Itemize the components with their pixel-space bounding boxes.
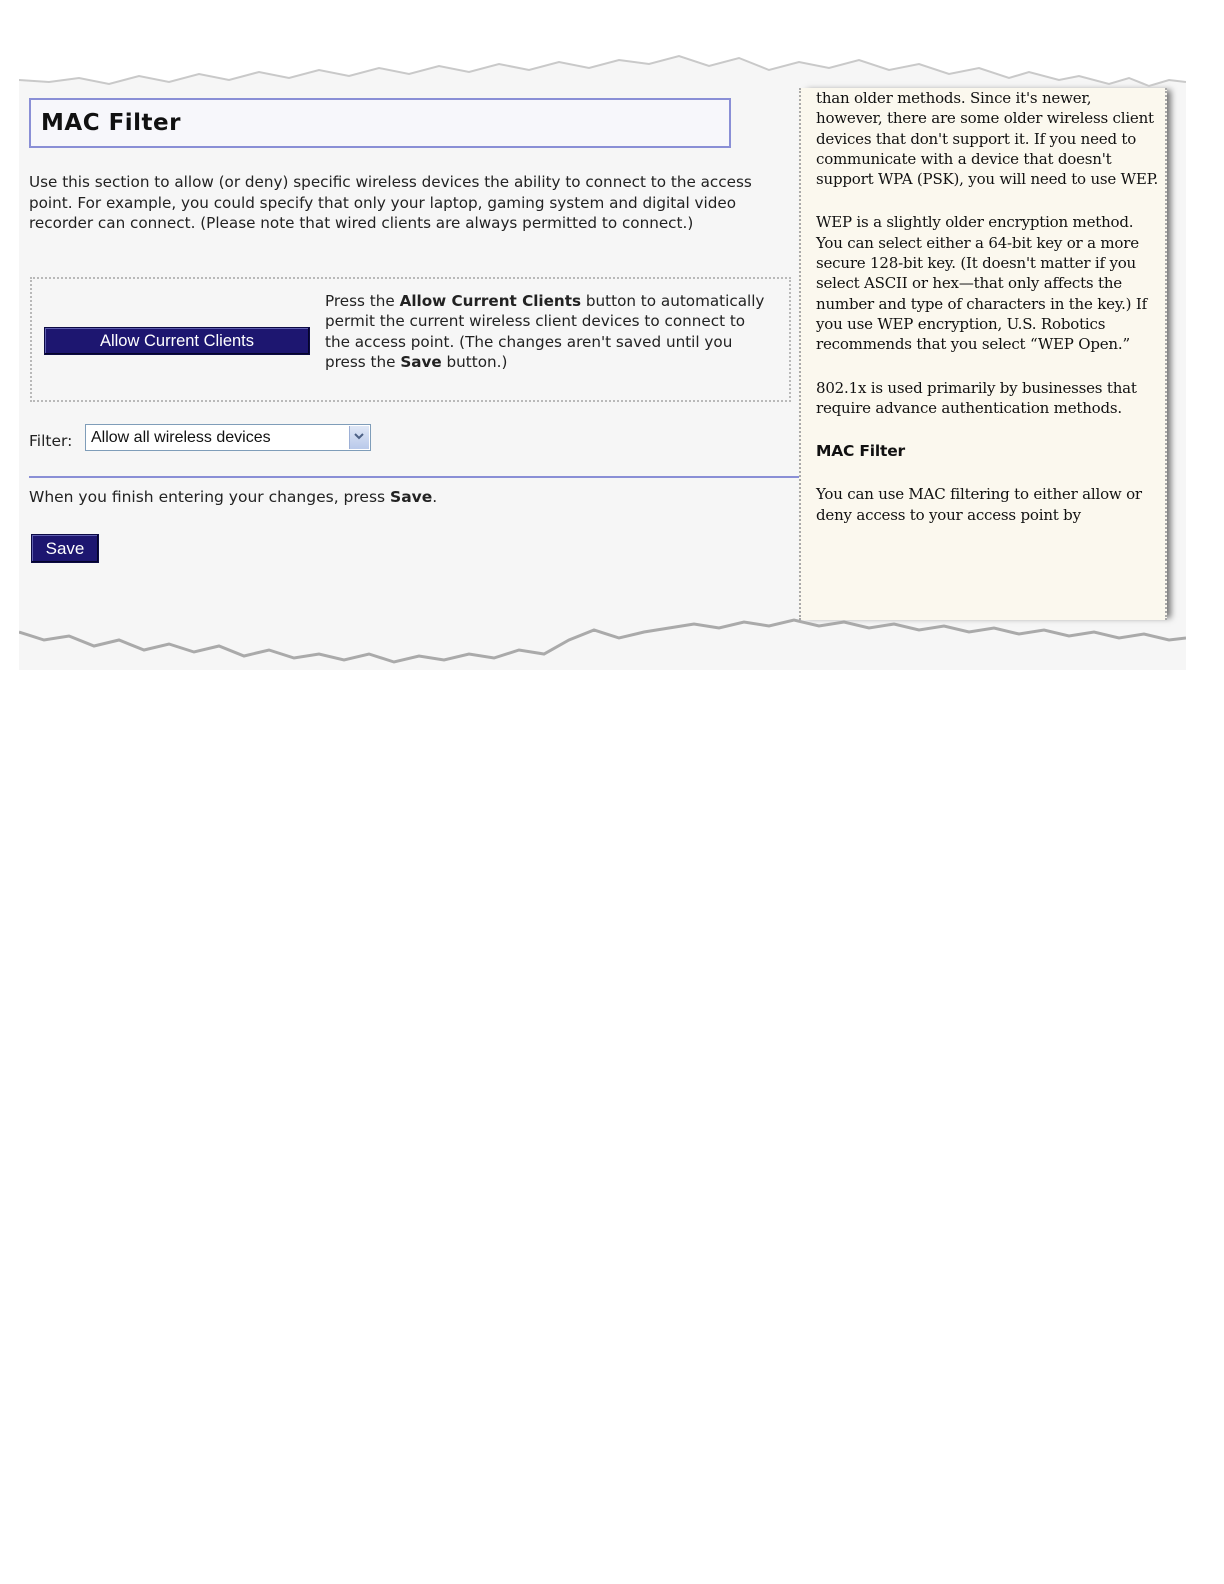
allow-desc-part: Press the (325, 292, 400, 310)
intro-text: Use this section to allow (or deny) specific wireless devices the ability to connect to the access point. For example, you could specify that only your laptop, gaming system and digital video recorder can connect. (Please note that wired clients are always permitted to connect.) (29, 173, 752, 232)
allow-desc-part: button.) (441, 353, 508, 372)
help-paragraph: WEP is a slightly older encryption method. You can select either a 64-bit key or a more secure 128-bit key. (It doesn't matter if you select ASCII or hex—that only affects the number and type of characters in the key.) If you use WEP encryption, U.S. Robotics recommends that you select “WEP Open.” (816, 213, 1147, 354)
torn-edge-top (19, 50, 1186, 110)
finish-instructions (29, 488, 437, 506)
help-heading: MAC Filter (816, 442, 905, 461)
allow-desc-save-bold: Save (400, 353, 442, 372)
allow-current-clients-button[interactable]: Allow Current Clients (44, 327, 310, 355)
allow-clients-description (325, 291, 765, 373)
screenshot-excerpt (19, 50, 1186, 668)
divider (29, 476, 799, 478)
finish-part: . (432, 488, 438, 506)
filter-label: Filter: (29, 432, 73, 450)
help-paragraph: than older methods. Since it's newer, however, there are some older wireless client devices that don't support it. If you need to communicate with a device that doesn't support WPA (PSK), you will need to use WEP. (816, 89, 1159, 189)
help-content (816, 88, 1161, 548)
allow-desc-bold: Allow Current Clients (399, 292, 582, 310)
finish-bold: Save (390, 488, 433, 506)
help-paragraph: 802.1x is used primarily by businesses that require advance authentication methods. (816, 378, 1137, 417)
help-sidebar (799, 88, 1167, 620)
torn-edge-bottom (19, 610, 1186, 670)
allow-clients-panel (30, 277, 791, 402)
help-paragraph: You can use MAC filtering to either allow or deny access to your access point by (816, 485, 1142, 524)
main-panel (19, 50, 799, 610)
finish-part: When you finish entering your changes, press (29, 488, 391, 506)
filter-selected-value: Allow all wireless devices (91, 429, 271, 446)
dropdown-arrow-icon[interactable] (349, 426, 369, 449)
allow-desc-part: button to automatically permit the current wireless client devices to connect to the access point. (The changes aren't saved until you press the (325, 292, 765, 372)
filter-select[interactable] (85, 424, 371, 451)
page-title: MAC Filter (41, 110, 181, 136)
save-button[interactable]: Save (31, 534, 99, 563)
